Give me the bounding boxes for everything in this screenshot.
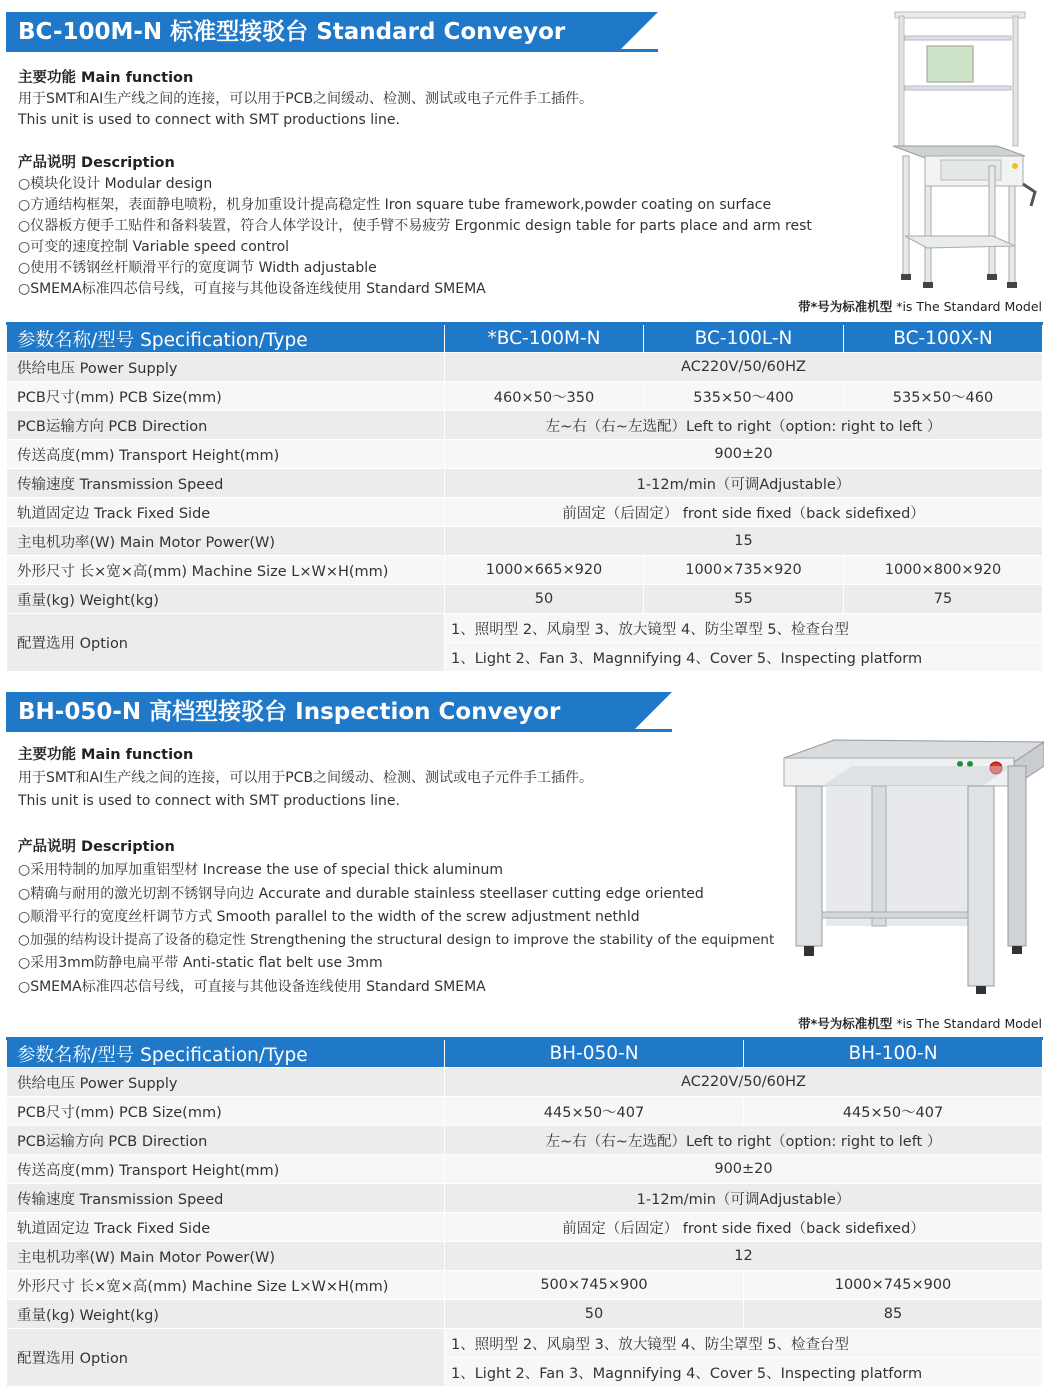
table-row	[7, 1271, 1043, 1300]
main-function-heading: 主要功能 Main function	[18, 747, 194, 763]
option-en: 1、Light 2、Fan 3、Magnnifying 4、Cover 5、Inspecting platform	[445, 643, 1043, 672]
main-function-heading: 主要功能 Main function	[18, 70, 194, 86]
description-item: ○方通结构框架，表面静电喷粉，机身加重设计提高稳定性 Iron square tube framework,powder coating on surface	[18, 197, 772, 213]
model-header: BC-100L-N	[644, 324, 844, 353]
cell-value: 1000×665×920	[445, 556, 644, 585]
section1-standard-note	[798, 297, 1042, 315]
cell-value: 15	[445, 527, 1043, 556]
row-label: 供给电压 Power Supply	[7, 1068, 445, 1097]
main-function-cn: 用于SMT和AI生产线之间的连接，可以用于PCB之间缓动、检测、测试或电子元件手工插件。	[18, 91, 594, 107]
section1-title: BC-100M-N 标准型接驳台 Standard Conveyor	[6, 12, 618, 52]
table-row	[7, 498, 1043, 527]
table-row	[7, 469, 1043, 498]
option-en: 1、Light 2、Fan 3、Magnnifying 4、Cover 5、Inspecting platform	[445, 1358, 1043, 1387]
table-row	[7, 1300, 1043, 1329]
table-row	[7, 1155, 1043, 1184]
cell-value: 500×745×900	[445, 1271, 744, 1300]
row-label: 主电机功率(W) Main Motor Power(W)	[7, 527, 445, 556]
main-function-cn: 用于SMT和AI生产线之间的连接，可以用于PCB之间缓动、检测、测试或电子元件手工插件。	[18, 770, 594, 786]
cell-value: 1000×745×900	[744, 1271, 1043, 1300]
section2-description	[18, 836, 774, 999]
section1-description	[18, 153, 812, 300]
cell-value: 445×50～407	[445, 1097, 744, 1126]
spec-type-header: 参数名称/型号 Specification/Type	[7, 324, 445, 353]
row-label: PCB尺寸(mm) PCB Size(mm)	[7, 1097, 445, 1126]
section2-standard-note	[798, 1014, 1042, 1032]
row-label: 传输速度 Transmission Speed	[7, 469, 445, 498]
row-label: PCB运输方向 PCB Direction	[7, 1126, 445, 1155]
table-header-row	[7, 1039, 1043, 1068]
table-row	[7, 1068, 1043, 1097]
section1-title-underline	[6, 49, 658, 52]
cell-value: 445×50～407	[744, 1097, 1043, 1126]
description-item: ○精确与耐用的激光切割不锈钢导向边 Accurate and durable stainless steellaser cutting edge oriented	[18, 885, 704, 902]
section2-main-function	[18, 744, 593, 813]
cell-value: AC220V/50/60HZ	[445, 1068, 1043, 1097]
cell-value: 1-12m/min（可调Adjustable）	[445, 469, 1043, 498]
row-label: 配置选用 Option	[7, 614, 445, 672]
model-header: BH-100-N	[744, 1039, 1043, 1068]
row-label: 供给电压 Power Supply	[7, 353, 445, 382]
description-item: ○顺滑平行的宽度丝杆调节方式 Smooth parallel to the width of the screw adjustment nethld	[18, 908, 640, 925]
cell-value: 50	[445, 1300, 744, 1329]
cell-value: 左~右（右~左选配）Left to right（option: right to left ）	[445, 411, 1043, 440]
cell-value: 前固定（后固定） front side fixed（back sidefixed）	[445, 498, 1043, 527]
main-function-en: This unit is used to connect with SMT productions line.	[18, 793, 400, 809]
row-label: 轨道固定边 Track Fixed Side	[7, 498, 445, 527]
row-label: 外形尺寸 长×宽×高(mm) Machine Size L×W×H(mm)	[7, 1271, 445, 1300]
cell-value: 左~右（右~左选配）Left to right（option: right to left ）	[445, 1126, 1043, 1155]
cell-value: 535×50～400	[644, 382, 844, 411]
description-item: ○SMEMA标准四芯信号线，可直接与其他设备连线使用 Standard SMEMA	[18, 281, 486, 297]
table-row	[7, 1126, 1043, 1155]
model-header: BH-050-N	[445, 1039, 744, 1068]
option-cn: 1、照明型 2、风扇型 3、放大镜型 4、防尘罩型 5、检查台型	[445, 1329, 1043, 1358]
section1-spec-table	[6, 322, 1043, 672]
standard-conveyor-photo	[885, 6, 1045, 294]
cell-value: 12	[445, 1242, 1043, 1271]
standard-note-en: *is The Standard Model	[892, 299, 1042, 314]
description-heading: 产品说明 Description	[18, 155, 175, 171]
row-label: PCB尺寸(mm) PCB Size(mm)	[7, 382, 445, 411]
table-row	[7, 556, 1043, 585]
cell-value: 460×50～350	[445, 382, 644, 411]
cell-value: 50	[445, 585, 644, 614]
table-row	[7, 411, 1043, 440]
description-item: ○使用不锈钢丝杆顺滑平行的宽度调节 Width adjustable	[18, 260, 377, 276]
standard-note-cn: 带*号为标准机型	[798, 299, 893, 314]
table-row	[7, 614, 1043, 643]
section1-main-function	[18, 68, 593, 131]
description-item: ○仪器板方便手工贴件和备料装置，符合人体学设计，使手臂不易疲劳 Ergonmic design table for parts place and arm rest	[18, 218, 812, 234]
cell-value: AC220V/50/60HZ	[445, 353, 1043, 382]
description-heading: 产品说明 Description	[18, 839, 175, 855]
table-row	[7, 382, 1043, 411]
row-label: 轨道固定边 Track Fixed Side	[7, 1213, 445, 1242]
row-label: 传输速度 Transmission Speed	[7, 1184, 445, 1213]
cell-value: 前固定（后固定） front side fixed（back sidefixed）	[445, 1213, 1043, 1242]
section2-title-underline	[6, 729, 672, 732]
table-row	[7, 353, 1043, 382]
table-row	[7, 1242, 1043, 1271]
row-label: 外形尺寸 长×宽×高(mm) Machine Size L×W×H(mm)	[7, 556, 445, 585]
main-function-en: This unit is used to connect with SMT productions line.	[18, 112, 400, 128]
section2-title: BH-050-N 高档型接驳台 Inspection Conveyor	[6, 692, 632, 732]
cell-value: 1000×735×920	[644, 556, 844, 585]
standard-note-en: *is The Standard Model	[892, 1016, 1042, 1031]
row-label: 重量(kg) Weight(kg)	[7, 585, 445, 614]
table-row	[7, 440, 1043, 469]
table-row	[7, 1184, 1043, 1213]
table-row	[7, 527, 1043, 556]
section2-spec-table	[6, 1037, 1043, 1387]
cell-value: 900±20	[445, 440, 1043, 469]
description-item: ○加强的结构设计提高了设备的稳定性 Strengthening the structural design to improve the stability of the equipment	[18, 932, 775, 949]
inspection-conveyor-photo	[782, 736, 1044, 994]
cell-value: 85	[744, 1300, 1043, 1329]
table-row	[7, 1213, 1043, 1242]
cell-value: 75	[844, 585, 1043, 614]
row-label: 重量(kg) Weight(kg)	[7, 1300, 445, 1329]
row-label: PCB运输方向 PCB Direction	[7, 411, 445, 440]
model-header: BC-100X-N	[844, 324, 1043, 353]
cell-value: 535×50～460	[844, 382, 1043, 411]
spec-type-header: 参数名称/型号 Specification/Type	[7, 1039, 445, 1068]
cell-value: 1-12m/min（可调Adjustable）	[445, 1184, 1043, 1213]
description-item: ○采用3mm防静电扁平带 Anti-static flat belt use 3mm	[18, 955, 383, 972]
row-label: 主电机功率(W) Main Motor Power(W)	[7, 1242, 445, 1271]
table-header-row	[7, 324, 1043, 353]
standard-note-cn: 带*号为标准机型	[798, 1016, 893, 1031]
model-header: *BC-100M-N	[445, 324, 644, 353]
table-row	[7, 1097, 1043, 1126]
cell-value: 900±20	[445, 1155, 1043, 1184]
table-row	[7, 1329, 1043, 1358]
row-label: 传送高度(mm) Transport Height(mm)	[7, 1155, 445, 1184]
row-label: 配置选用 Option	[7, 1329, 445, 1387]
description-item: ○可变的速度控制 Variable speed control	[18, 239, 290, 255]
description-item: ○采用特制的加厚加重铝型材 Increase the use of special thick aluminum	[18, 862, 504, 879]
description-item: ○模块化设计 Modular design	[18, 176, 213, 192]
option-cn: 1、照明型 2、风扇型 3、放大镜型 4、防尘罩型 5、检查台型	[445, 614, 1043, 643]
table-row	[7, 585, 1043, 614]
cell-value: 55	[644, 585, 844, 614]
description-item: ○SMEMA标准四芯信号线，可直接与其他设备连线使用 Standard SMEMA	[18, 978, 486, 995]
row-label: 传送高度(mm) Transport Height(mm)	[7, 440, 445, 469]
cell-value: 1000×800×920	[844, 556, 1043, 585]
